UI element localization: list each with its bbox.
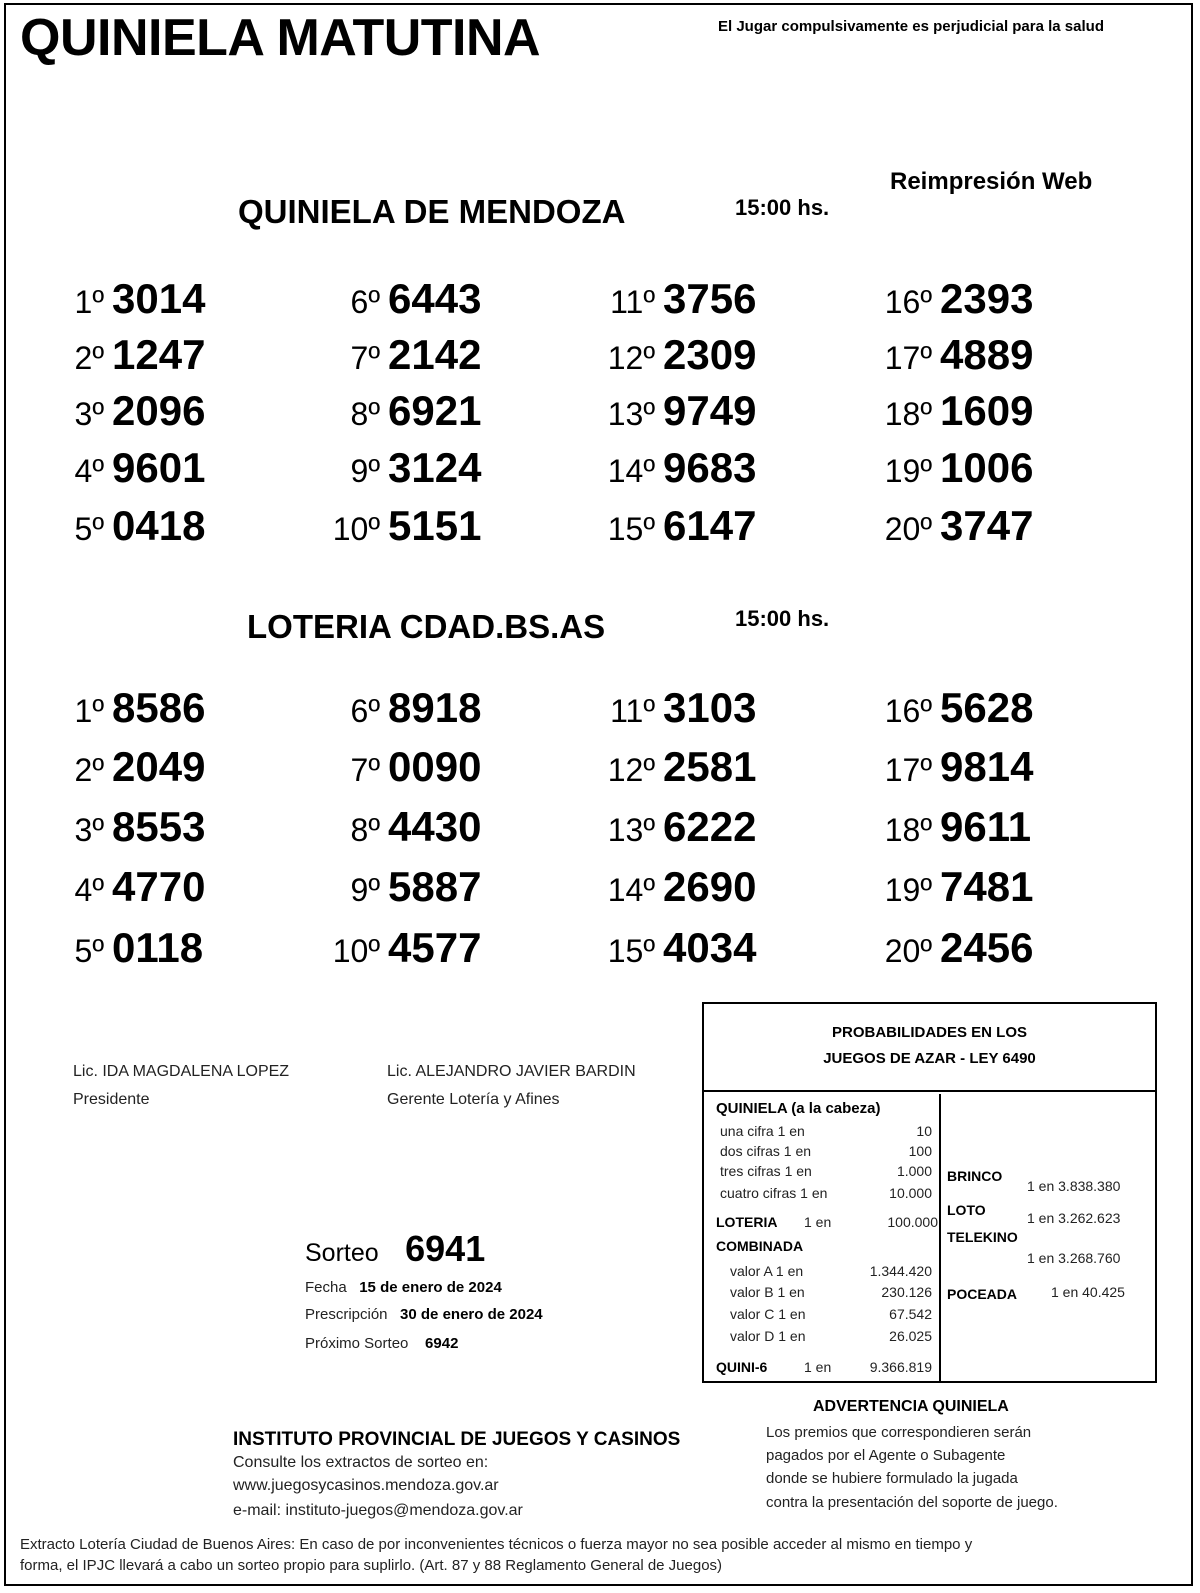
result-number: 6147 — [663, 502, 757, 549]
combinada-prob-label: valor D 1 en — [730, 1328, 806, 1344]
draw-next-label: Próximo Sorteo — [305, 1335, 409, 1352]
result-cell — [34, 684, 205, 732]
quiniela-prob-label: cuatro cifras 1 en — [720, 1185, 828, 1201]
quiniela-prob-value: 10 — [916, 1123, 932, 1139]
result-number: 2049 — [112, 743, 206, 790]
time-buenos-aires: 15:00 hs. — [735, 606, 830, 631]
result-number: 4430 — [388, 803, 482, 850]
result-position: 3º — [74, 396, 104, 432]
result-number: 3103 — [663, 684, 757, 731]
combinada-prob-label: valor B 1 en — [730, 1284, 805, 1300]
advert-line-2: pagados por el Agente o Subagente — [766, 1447, 1006, 1464]
result-cell — [585, 863, 756, 911]
result-cell — [34, 803, 205, 851]
result-position: 14º — [607, 872, 655, 908]
result-cell — [862, 743, 1033, 791]
result-cell — [34, 275, 205, 323]
result-cell — [585, 684, 756, 732]
loteria-prob-label: LOTERIA — [716, 1214, 778, 1230]
result-position: 15º — [607, 511, 655, 547]
result-position: 9º — [350, 872, 380, 908]
result-position: 3º — [74, 812, 104, 848]
brinco-prob-label: BRINCO — [947, 1168, 1003, 1184]
result-number: 9601 — [112, 444, 206, 491]
result-number: 6443 — [388, 275, 482, 322]
draw-number-block — [305, 1228, 485, 1270]
result-number: 5151 — [388, 502, 482, 549]
result-position: 9º — [350, 453, 380, 489]
result-number: 2142 — [388, 331, 482, 378]
institute-name: INSTITUTO PROVINCIAL DE JUEGOS Y CASINOS — [233, 1429, 681, 1450]
draw-number: 6941 — [405, 1228, 486, 1269]
result-cell — [34, 924, 203, 972]
result-cell — [310, 924, 481, 972]
loteria-prob-en: 1 en — [804, 1214, 832, 1230]
result-number: 2690 — [663, 863, 757, 910]
result-position: 1º — [74, 693, 104, 729]
result-number: 2581 — [663, 743, 757, 790]
result-position: 17º — [884, 340, 932, 376]
result-position: 15º — [607, 933, 655, 969]
result-position: 13º — [607, 396, 655, 432]
signature-left-role: Presidente — [73, 1091, 150, 1108]
institute-line-1: Consulte los extractos de sorteo en: — [233, 1454, 489, 1471]
institute-website[interactable]: www.juegosycasinos.mendoza.gov.ar — [233, 1477, 499, 1494]
result-cell — [310, 743, 481, 791]
result-position: 4º — [74, 872, 104, 908]
result-position: 19º — [884, 872, 932, 908]
result-cell — [310, 684, 481, 732]
quini6-prob-en: 1 en — [804, 1359, 832, 1375]
quiniela-prob-value: 1.000 — [896, 1163, 932, 1179]
combinada-prob-value: 1.344.420 — [869, 1263, 932, 1279]
combinada-prob-value: 230.126 — [881, 1284, 932, 1300]
draw-label: Sorteo — [305, 1239, 379, 1267]
result-position: 12º — [607, 340, 655, 376]
result-number: 9611 — [940, 803, 1032, 850]
result-number: 4034 — [663, 924, 757, 971]
result-number: 9683 — [663, 444, 757, 491]
quiniela-prob-label: tres cifras 1 en — [720, 1163, 812, 1179]
quiniela-prob-title: QUINIELA (a la cabeza) — [716, 1100, 881, 1117]
result-number: 2096 — [112, 387, 206, 434]
draw-date — [305, 1279, 502, 1296]
result-position: 11º — [610, 693, 655, 729]
draw-date-label: Fecha — [305, 1279, 347, 1296]
result-cell — [310, 387, 481, 435]
advert-line-1: Los premios que correspondieren serán — [766, 1424, 1032, 1441]
signature-left — [73, 1058, 289, 1114]
result-cell — [862, 924, 1033, 972]
result-position: 6º — [350, 284, 380, 320]
page-title: QUINIELA MATUTINA — [20, 9, 541, 67]
result-position: 16º — [884, 284, 932, 320]
result-position: 7º — [350, 752, 380, 788]
draw-prescription — [305, 1306, 543, 1323]
signature-right — [387, 1058, 636, 1114]
probabilities-header — [704, 1004, 1155, 1092]
result-number: 2309 — [663, 331, 757, 378]
quiniela-prob-label: dos cifras 1 en — [720, 1143, 812, 1159]
signature-right-role: Gerente Lotería y Afines — [387, 1091, 560, 1108]
result-cell — [310, 803, 481, 851]
combinada-prob-title: COMBINADA — [716, 1238, 804, 1254]
result-position: 10º — [332, 511, 380, 547]
advert-line-4: contra la presentación del soporte de juego. — [766, 1494, 1058, 1511]
result-cell — [34, 863, 205, 911]
result-number: 3014 — [112, 275, 206, 322]
result-position: 5º — [74, 511, 104, 547]
advert-title: ADVERTENCIA QUINIELA — [813, 1398, 1009, 1415]
advert-line-3: donde se hubiere formulado la jugada — [766, 1470, 1018, 1487]
result-number: 2393 — [940, 275, 1034, 322]
result-position: 4º — [74, 453, 104, 489]
result-position: 20º — [884, 511, 932, 547]
result-cell — [34, 444, 205, 492]
result-position: 18º — [884, 812, 932, 848]
result-position: 12º — [607, 752, 655, 788]
result-position: 17º — [884, 752, 932, 788]
result-position: 10º — [332, 933, 380, 969]
combinada-prob-value: 26.025 — [889, 1328, 932, 1344]
result-position: 8º — [350, 812, 380, 848]
result-cell — [862, 684, 1033, 732]
result-cell — [310, 502, 481, 550]
telekino-prob-value: 1 en 3.268.760 — [1027, 1250, 1121, 1266]
combinada-prob-label: valor C 1 en — [730, 1306, 806, 1322]
time-mendoza: 15:00 hs. — [735, 195, 830, 220]
result-number: 1247 — [112, 331, 206, 378]
result-position: 2º — [74, 340, 104, 376]
result-cell — [585, 803, 756, 851]
result-position: 8º — [350, 396, 380, 432]
result-cell — [34, 743, 205, 791]
combinada-prob-value: 67.542 — [889, 1306, 932, 1322]
result-cell — [862, 275, 1033, 323]
result-number: 2456 — [940, 924, 1034, 971]
reprint-label: Reimpresión Web — [890, 168, 1093, 195]
result-cell — [585, 924, 756, 972]
result-number: 6222 — [663, 803, 757, 850]
quiniela-prob-label: una cifra 1 en — [720, 1123, 805, 1139]
section-title-mendoza: QUINIELA DE MENDOZA — [238, 193, 626, 230]
result-position: 1º — [74, 284, 104, 320]
result-position: 18º — [884, 396, 932, 432]
result-position: 2º — [74, 752, 104, 788]
result-position: 16º — [884, 693, 932, 729]
result-number: 5628 — [940, 684, 1034, 731]
probabilities-title-1: PROBABILIDADES EN LOS — [831, 1024, 1027, 1041]
brinco-prob-value: 1 en 3.838.380 — [1027, 1178, 1121, 1194]
result-cell — [585, 331, 756, 379]
result-cell — [310, 863, 481, 911]
result-number: 0090 — [388, 743, 482, 790]
quini6-prob-value: 9.366.819 — [869, 1359, 932, 1375]
result-number: 9814 — [940, 743, 1034, 790]
result-number: 1006 — [940, 444, 1034, 491]
result-cell — [585, 743, 756, 791]
probabilities-title-2: JUEGOS DE AZAR - LEY 6490 — [823, 1050, 1036, 1067]
loteria-prob-value: 100.000 — [887, 1214, 938, 1230]
result-number: 0118 — [112, 924, 204, 971]
result-position: 5º — [74, 933, 104, 969]
result-number: 4577 — [388, 924, 482, 971]
poceada-prob-label: POCEADA — [947, 1286, 1018, 1302]
result-cell — [585, 502, 756, 550]
draw-next-value: 6942 — [425, 1335, 459, 1352]
result-number: 8553 — [112, 803, 206, 850]
draw-prescription-value: 30 de enero de 2024 — [400, 1306, 543, 1323]
loto-prob-value: 1 en 3.262.623 — [1027, 1210, 1121, 1226]
result-cell — [585, 444, 756, 492]
result-number: 4889 — [940, 331, 1034, 378]
draw-next — [305, 1335, 458, 1352]
quiniela-prob-value: 100 — [908, 1143, 932, 1159]
section-title-buenos-aires: LOTERIA CDAD.BS.AS — [247, 608, 606, 645]
draw-date-value: 15 de enero de 2024 — [359, 1279, 502, 1296]
combinada-prob-label: valor A 1 en — [730, 1263, 804, 1279]
result-position: 13º — [607, 812, 655, 848]
draw-prescription-label: Prescripción — [305, 1306, 388, 1323]
quini6-prob-label: QUINI-6 — [716, 1359, 768, 1375]
result-number: 1609 — [940, 387, 1034, 434]
result-cell — [862, 863, 1033, 911]
poceada-prob-value: 1 en 40.425 — [1051, 1284, 1125, 1300]
result-number: 3747 — [940, 502, 1034, 549]
health-warning: El Jugar compulsivamente es perjudicial para la salud — [718, 18, 1104, 35]
result-cell — [310, 331, 481, 379]
result-number: 7481 — [940, 863, 1034, 910]
result-position: 14º — [607, 453, 655, 489]
result-cell — [34, 387, 205, 435]
result-cell — [862, 444, 1033, 492]
result-cell — [862, 502, 1033, 550]
result-cell — [862, 331, 1033, 379]
result-position: 11º — [610, 284, 655, 320]
footer-line-2: forma, el IPJC llevará a cabo un sorteo propio para suplirlo. (Art. 87 y 88 Reglamento General de Juegos) — [20, 1557, 723, 1574]
result-cell — [862, 387, 1033, 435]
result-cell — [585, 387, 756, 435]
result-number: 3756 — [663, 275, 757, 322]
result-number: 0418 — [112, 502, 206, 549]
probabilities-box — [702, 1002, 1157, 1383]
loto-prob-label: LOTO — [947, 1202, 986, 1218]
institute-email[interactable]: e-mail: instituto-juegos@mendoza.gov.ar — [233, 1502, 523, 1519]
result-cell — [34, 502, 205, 550]
telekino-prob-label: TELEKINO — [947, 1229, 1018, 1245]
result-cell — [310, 275, 481, 323]
result-number: 3124 — [388, 444, 482, 491]
result-cell — [585, 275, 756, 323]
result-cell — [862, 803, 1031, 851]
result-number: 8918 — [388, 684, 482, 731]
result-position: 20º — [884, 933, 932, 969]
result-cell — [34, 331, 205, 379]
signature-right-name: Lic. ALEJANDRO JAVIER BARDIN — [387, 1063, 636, 1080]
result-cell — [310, 444, 481, 492]
result-position: 7º — [350, 340, 380, 376]
footer-line-1: Extracto Lotería Ciudad de Buenos Aires: En caso de por inconvenientes técnicos o fuerza mayor no sea posible acceder al mismo en tiempo y — [20, 1536, 973, 1553]
signature-left-name: Lic. IDA MAGDALENA LOPEZ — [73, 1063, 290, 1080]
result-number: 6921 — [388, 387, 482, 434]
result-position: 6º — [350, 693, 380, 729]
result-number: 9749 — [663, 387, 757, 434]
result-number: 8586 — [112, 684, 206, 731]
result-position: 19º — [884, 453, 932, 489]
result-number: 5887 — [388, 863, 482, 910]
result-number: 4770 — [112, 863, 206, 910]
quiniela-prob-value: 10.000 — [889, 1185, 932, 1201]
